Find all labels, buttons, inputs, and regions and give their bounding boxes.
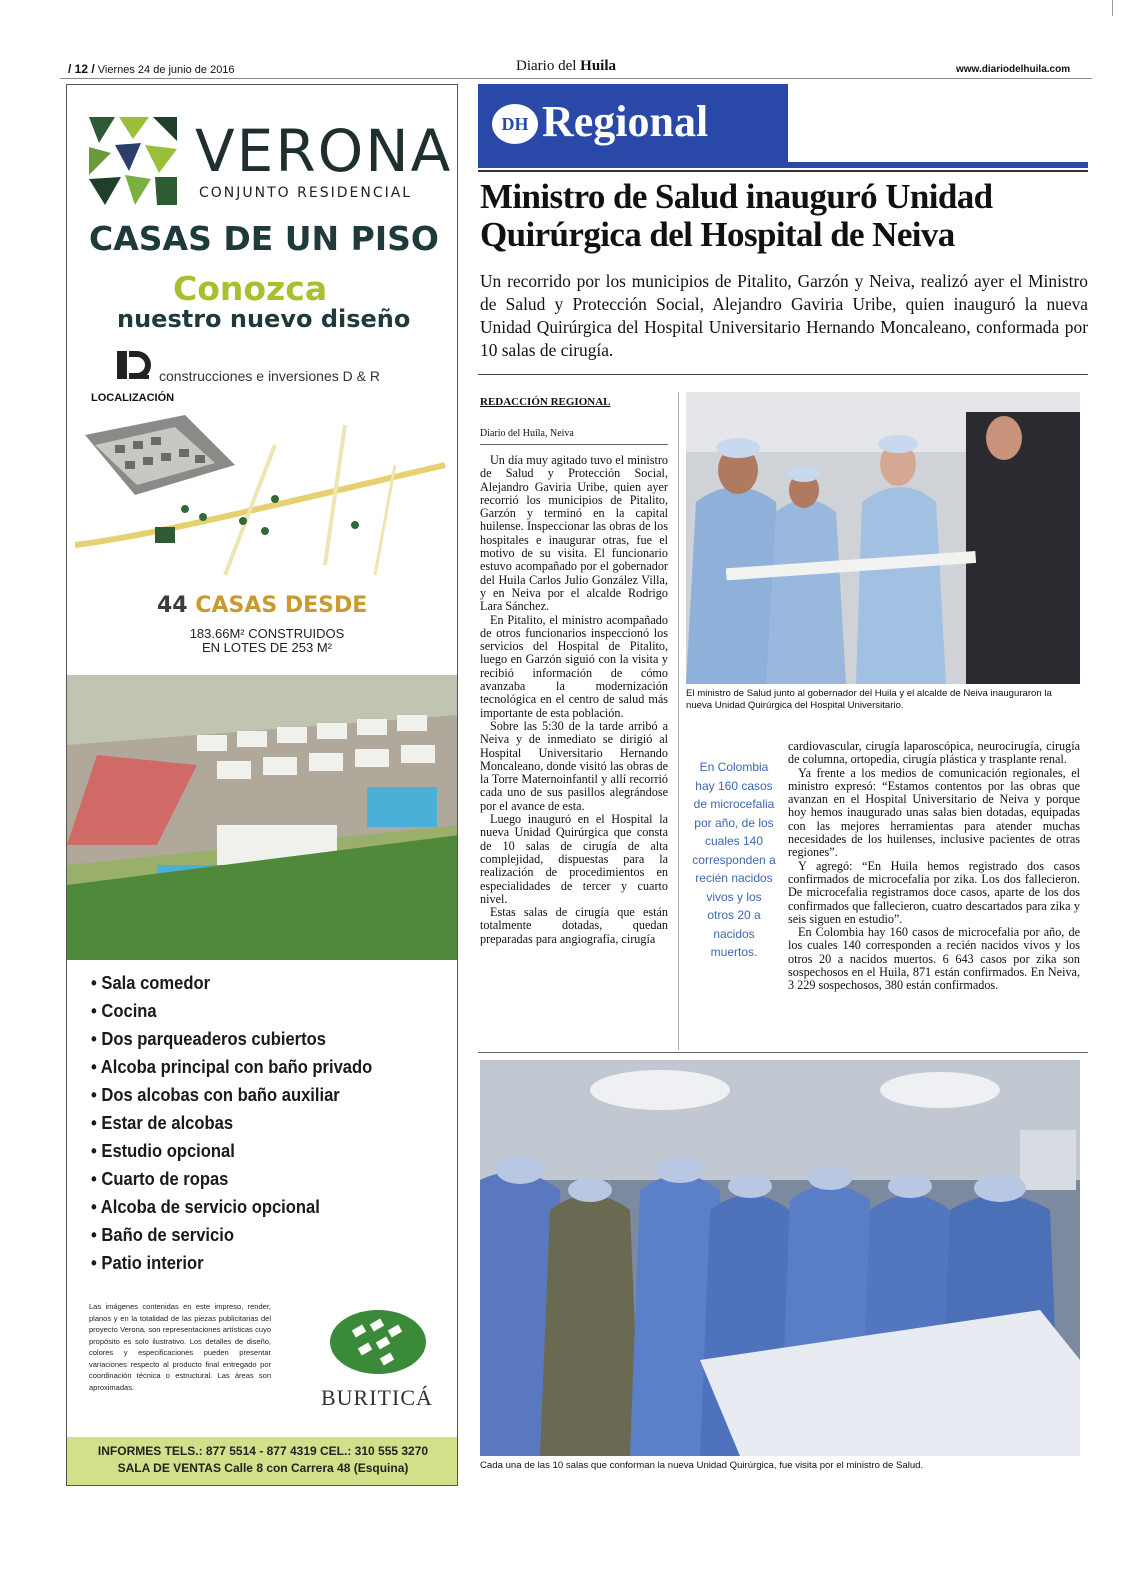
pull-quote: En Colombia hay 160 casos de microcefalia por año, de los cuales 140 corresponden a recién nacidos vivos y los otros 20 a nacidos muertos. bbox=[692, 760, 776, 959]
ad-headline: CASAS DE UN PISO bbox=[89, 219, 439, 258]
ad-disclaimer: Las imágenes contenidas en este impreso, render, planos y en la totalidad de las piezas publicitarias del proyecto Verona, son representaciones artísticas cuyo propósito es solo ilustrativo. Los detalles de diseño, colores y especificaciones pueden presentar variaciones respecto al producto final entregado por coordinación técnica o estructural. Las áreas son aproximadas. bbox=[89, 1302, 271, 1392]
website[interactable]: www.diariodelhuila.com bbox=[956, 64, 1071, 75]
article-paragraph: Luego inauguró en el Hospital la nueva Unidad Quirúrgica que consta de 10 salas de cirugía de alta complejidad, dispuestas para la realización de procedimientos en especialidades de tercer y cuarto nivel. bbox=[480, 812, 668, 906]
list-item: • Sala comedor bbox=[91, 969, 372, 997]
article-paragraph: Un día muy agitado tuvo el ministro de Salud y Protección Social, Alejandro Gaviria Uribe, quien ayer recorrió los municipios de Pitalito, Garzón y terminó en la capital huilense. Inspeccionar las obras de los hospitales e inaugurar otras, fue el motivo de su visita. El funcionario estuvo acompañado por el gobernador del Huila Carlos Julio González Villa, y en Neiva por el alcalde Rodrigo Lara Sánchez. bbox=[480, 453, 668, 614]
verona-advertisement bbox=[66, 84, 458, 1486]
ad-cta: Conozca bbox=[173, 269, 328, 308]
article-byline: REDACCIÓN REGIONAL bbox=[480, 396, 611, 408]
page-date: / 12 / Viernes 24 de junio de 2016 bbox=[68, 62, 235, 76]
header-rule bbox=[60, 78, 1092, 79]
list-item: • Estudio opcional bbox=[91, 1137, 372, 1165]
location-map bbox=[75, 405, 453, 585]
article-column-3 bbox=[788, 740, 1080, 993]
dateline-rule bbox=[480, 444, 668, 445]
photo-caption: El ministro de Salud junto al gobernador del Huila y el alcalde de Neiva inauguraron la nueva Unidad Quirúrgica del Hospital Universitario. bbox=[686, 688, 1052, 711]
ad-area: 183.66M² CONSTRUIDOS EN LOTES DE 253 M² bbox=[189, 626, 345, 655]
article-lead: Un recorrido por los municipios de Pitalito, Garzón y Neiva, realizó ayer el Ministro de Salud y Protección Social, Alejandro Gaviria Uribe, quien inauguró la nueva Unidad Quirúrgica del Hospital Universitario Hernando Moncaleano, conformada por 10 salas de cirugía. bbox=[480, 271, 1088, 360]
list-item: • Dos parqueaderos cubiertos bbox=[91, 1025, 372, 1053]
article-paragraph: Estas salas de cirugía que están totalmente dotadas, quedan preparadas para angiografía, cirugía bbox=[480, 905, 668, 946]
section-badge: DH bbox=[492, 104, 538, 144]
paper-name: Diario del Huila bbox=[516, 58, 617, 74]
ad-location-label: LOCALIZACIÓN bbox=[91, 392, 175, 404]
article-paragraph: En Colombia hay 160 casos de microcefalia por año, de los cuales 140 corresponden a recién nacidos vivos y los otros 20 a nacidos muertos. 6 643 casos por zika son sospechosos en el Huila, 871 están confirmados. En Neiva, 3 229 sospechosos, 380 están confirmados. bbox=[788, 925, 1080, 993]
section-banner-tail bbox=[778, 84, 1088, 168]
article-paragraph: Sobre las 5:30 de la tarde arribó a Neiva y de inmediato se dirigió al Hospital Universitario Hernando Moncaleano, donde visitó las obras de la Torre Maternoinfantil y allí recorrió cada uno de sus pasillos alegrándose por el avance de esta. bbox=[480, 718, 668, 813]
column-divider bbox=[678, 392, 679, 1050]
ribbon-cutting-photo bbox=[686, 392, 1080, 684]
list-item: • Alcoba principal con baño privado bbox=[91, 1053, 372, 1081]
ad-features-list bbox=[91, 969, 372, 1277]
article-headline: Ministro de Salud inauguró Unidad Quirúrgica del Hospital de Neiva bbox=[480, 177, 993, 254]
article-dateline: Diario del Huila, Neiva bbox=[480, 428, 574, 439]
section-title: Regional bbox=[542, 97, 709, 146]
list-item: • Alcoba de servicio opcional bbox=[91, 1193, 372, 1221]
verona-logo-icon bbox=[85, 113, 181, 209]
section-rule bbox=[478, 170, 1088, 172]
list-item: • Cocina bbox=[91, 997, 372, 1025]
article-paragraph: Ya frente a los medios de comunicación regionales, el ministro expresó: “Estamos contentos por las obras que avanzan en el Hospital Universitario de Neiva y porque hoy hemos inaugurado unas salas bien dotadas, equipadas con las mejores herramientas para atender muchas necesidades de los huilenses, inclusive pacientes de otras regiones”. bbox=[788, 765, 1080, 860]
section-rule bbox=[478, 1052, 1088, 1053]
list-item: • Patio interior bbox=[91, 1249, 372, 1277]
lead-rule bbox=[478, 374, 1088, 375]
article-paragraph: En Pitalito, el ministro acompañado de otros funcionarios inspeccionó los servicios del Hospital de Pitalito, luego en Garzón siguió con la visita y recibió información de cómo avanzaba la modernización tecnológica en el centro de salud más importante de esta población. bbox=[480, 612, 668, 720]
ad-sales-line: SALA DE VENTAS Calle 8 con Carrera 48 (Esquina) bbox=[117, 1461, 409, 1475]
buritica-logo-icon bbox=[323, 1307, 433, 1377]
list-item: • Cuarto de ropas bbox=[91, 1165, 372, 1193]
ad-cta-sub: nuestro nuevo diseño bbox=[117, 305, 411, 333]
dr-logo-icon bbox=[113, 345, 153, 385]
ad-contact-bar bbox=[67, 1437, 458, 1485]
ad-developer: BURITICÁ bbox=[321, 1385, 433, 1410]
photo-caption: Cada una de las 10 salas que conforman la nueva Unidad Quirúrgica, fue visita por el ministro de Salud. bbox=[480, 1460, 924, 1471]
list-item: • Estar de alcobas bbox=[91, 1109, 372, 1137]
ad-brand-sub: CONJUNTO RESIDENCIAL bbox=[199, 185, 413, 201]
list-item: • Dos alcobas con baño auxiliar bbox=[91, 1081, 372, 1109]
article-paragraph: cardiovascular, cirugía laparoscópica, neurocirugía, cirugía de columna, ortopedia, cirugía plástica y trasplante renal. bbox=[788, 739, 1080, 767]
list-item: • Baño de servicio bbox=[91, 1221, 372, 1249]
operating-room-photo bbox=[480, 1060, 1080, 1456]
article-paragraph: Y agregó: “En Huila hemos registrado dos casos confirmados de microcefalia por zika. Los dos fallecieron. De microcefalia registramos doce casos, aparte de los dos confirmados que fallecieron, cuatro descartados para zika y seis siguen en estudio”. bbox=[788, 858, 1080, 926]
article-column-1 bbox=[480, 454, 668, 946]
ad-builder: construcciones e inversiones D & R bbox=[159, 368, 380, 384]
margin-mark bbox=[1112, 0, 1113, 16]
ad-contact-line: INFORMES TELS.: 877 5514 - 877 4319 CEL.: 310 555 3270 bbox=[97, 1444, 429, 1458]
housing-render bbox=[67, 675, 458, 960]
ad-offer: 44 CASAS DESDE bbox=[157, 593, 368, 618]
ad-brand: VERONA bbox=[195, 117, 453, 185]
